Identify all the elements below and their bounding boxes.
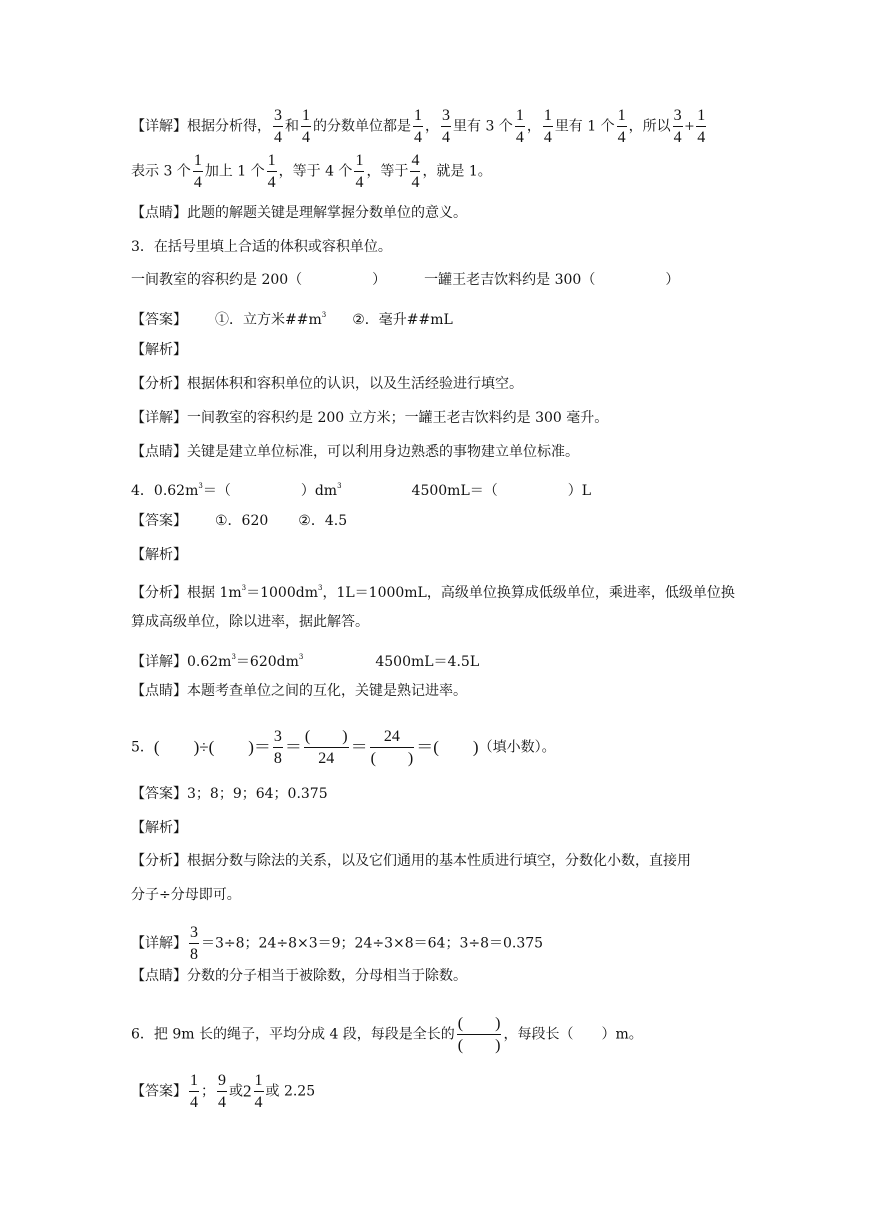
fraction: $\frac{1}{4}$ [414, 107, 422, 146]
fraction: $\frac{( )}{( )}$ [457, 1015, 501, 1054]
fraction: $\frac{3}{4}$ [673, 107, 682, 146]
fraction: $\frac{1}{4}$ [697, 107, 706, 146]
q5-analysis-label: 【解析】 [131, 820, 187, 836]
q2-detail-line-1: 【详解】根据分析得， $\frac{3}{4}$ 和 $\frac{1}{4}$ 的分数单位都是 $\frac{1}{4}$ ， $\frac{3}{4}$ 里有 3 个 $\frac{1}{4}$ ， $\frac{1}{4}$ 里有 1 个 $\frac{1}{4}$ ，所以 $\frac{3}{4}$ + $\frac{1}{4}$ [131, 107, 706, 146]
q3-blanks: 一间教室的容积约是 200（ ） 一罐王老吉饮料约是 300（ ） [131, 272, 680, 288]
fraction: $\frac{4}{4}$ [411, 152, 420, 191]
fraction: $\frac{3}{8}$ [273, 728, 282, 767]
q4-fenxi-line-1: 【分析】根据 $1m^3=1000dm^3$，1L＝1000mL，高级单位换算成低级单位，乘进率，低级单位换 [131, 584, 735, 601]
fraction: $\frac{1}{4}$ [190, 1072, 198, 1111]
q3-analysis-label: 【解析】 [131, 342, 187, 358]
fraction: $\frac{1}{4}$ [302, 107, 310, 146]
detail-label: 【详解】 [131, 118, 187, 135]
q4-fenxi-line-2: 算成高级单位，除以进率，据此解答。 [131, 614, 369, 630]
q4-tip: 【点睛】本题考查单位之间的互化，关键是熟记进率。 [131, 683, 467, 699]
fraction: $\frac{1}{4}$ [267, 152, 276, 191]
fraction: $\frac{3}{4}$ [442, 107, 450, 146]
fraction: $\frac{3}{8}$ [190, 924, 198, 963]
q3-fenxi: 【分析】根据体积和容积单位的认识，以及生活经验进行填空。 [131, 376, 523, 392]
fraction: $\frac{3}{4}$ [274, 107, 282, 146]
fraction: $\frac{1}{4}$ [515, 107, 524, 146]
q6-title: 6．把 9m 长的绳子，平均分成 4 段，每段是全长的 $\frac{( )}{( )}$ ，每段长（ ）m。 [131, 1015, 643, 1054]
q5-answer: 【答案】3；8；9；64；0.375 [131, 786, 328, 802]
q6-answer: 【答案】 $\frac{1}{4}$ ； $\frac{9}{4}$ 或2 $\frac{1}{4}$ 或 2.25 [131, 1072, 316, 1111]
q4-answer: 【答案】 ①．620 ②．4.5 [131, 513, 348, 529]
fraction: $\frac{1}{4}$ [193, 152, 202, 191]
q5-tip: 【点睛】分数的分子相当于被除数，分母相当于除数。 [131, 968, 467, 984]
fraction: $\frac{9}{4}$ [218, 1072, 226, 1111]
fraction: $\frac{( )}{24}$ [304, 728, 348, 767]
fraction: $\frac{1}{4}$ [543, 107, 552, 146]
fraction: $\frac{1}{4}$ [355, 152, 364, 191]
q3-tip: 【点睛】关键是建立单位标准，可以利用身边熟悉的事物建立单位标准。 [131, 444, 579, 460]
q4-detail: 【详解】$0.62m^3=620dm^3$ 4500mL＝4.5L [131, 653, 480, 670]
fraction: $\frac{1}{4}$ [617, 107, 626, 146]
q3-answer: 【答案】 ①．立方米$\#\#m^3$ ②．毫升##mL [131, 311, 453, 328]
q3-detail: 【详解】一间教室的容积约是 200 立方米；一罐王老吉饮料约是 300 毫升。 [131, 410, 609, 426]
q2-tip: 【点睛】此题的解题关键是理解掌握分数单位的意义。 [131, 205, 467, 221]
q3-title: 3．在括号里填上合适的体积或容积单位。 [131, 239, 392, 255]
q5-fenxi-line-2: 分子÷分母即可。 [131, 887, 241, 903]
q2-detail-line-2: 表示 3 个 $\frac{1}{4}$ 加上 1 个 $\frac{1}{4}$ ，等于 4 个 $\frac{1}{4}$ ，等于 $\frac{4}{4}$ ，就是 1。 [131, 152, 492, 191]
q5-fenxi-line-1: 【分析】根据分数与除法的关系，以及它们通用的基本性质进行填空，分数化小数，直接用 [131, 853, 691, 869]
q4-analysis-label: 【解析】 [131, 547, 187, 563]
fraction: $\frac{24}{( )}$ [370, 728, 414, 767]
fraction: $\frac{1}{4}$ [254, 1072, 263, 1111]
q5-title: 5．( )÷( )＝ $\frac{3}{8}$ ＝ $\frac{( )}{24}$ ＝ $\frac{24}{( )}$ ＝( )（填小数）。 [131, 728, 556, 767]
q5-detail: 【详解】 $\frac{3}{8}$ ＝3÷8；24÷8×3＝9；24÷3×8＝64；3÷8＝0.375 [131, 924, 544, 963]
q4-title: 4．$0.62m^3=$（ ）$dm^3$ 4500mL＝（ ）L [131, 482, 592, 499]
